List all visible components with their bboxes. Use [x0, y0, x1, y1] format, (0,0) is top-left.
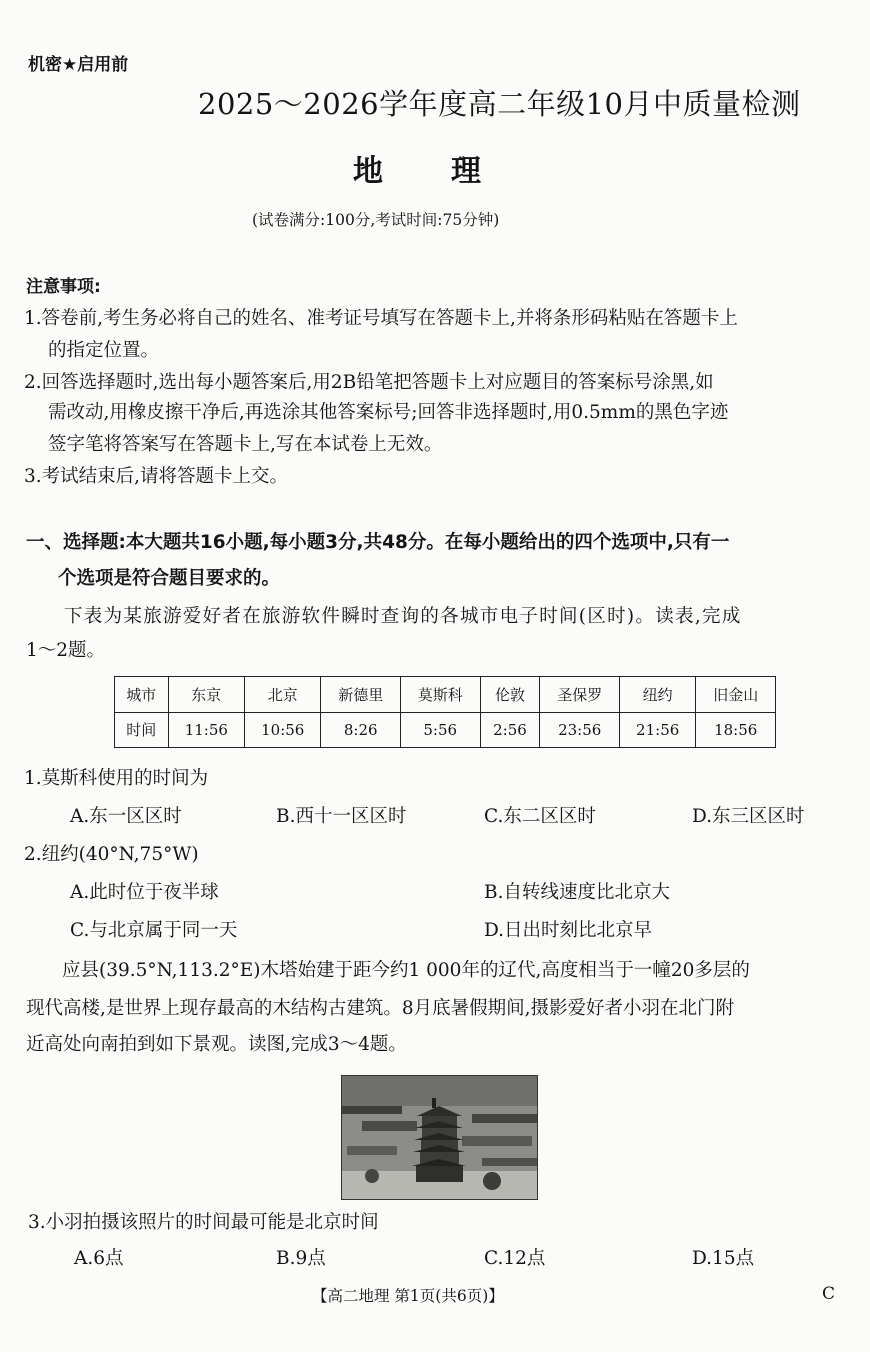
table-cell: 北京	[245, 677, 321, 713]
question-1-option-a: A.东一区区时	[70, 806, 182, 827]
notice-heading: 注意事项:	[26, 277, 101, 297]
question-2-option-a: A.此时位于夜半球	[70, 882, 219, 903]
table-cell: 伦敦	[480, 677, 540, 713]
table-cell: 18:56	[696, 712, 776, 748]
page-footer: 【高二地理 第1页(共6页)】	[312, 1287, 504, 1305]
question-1-option-b: B.西十一区区时	[276, 806, 407, 827]
notice-line: 签字笔将答案写在答题卡上,写在本试卷上无效。	[48, 434, 443, 455]
question-2-option-c: C.与北京属于同一天	[70, 920, 238, 941]
time-zone-table	[114, 676, 776, 748]
table-row	[115, 712, 776, 748]
question-1-option-c: C.东二区区时	[484, 806, 596, 827]
section-heading-cont: 个选项是符合题目要求的。	[58, 568, 281, 589]
question-3-option-b: B.9点	[276, 1248, 326, 1269]
table-cell: 新德里	[321, 677, 401, 713]
passage-line: 现代高楼,是世界上现存最高的木结构古建筑。8月底暑假期间,摄影爱好者小羽在北门附	[26, 998, 735, 1019]
table-cell: 21:56	[619, 712, 695, 748]
table-row	[115, 677, 776, 713]
question-2-stem: 2.纽约(40°N,75°W)	[24, 844, 199, 865]
table-intro: 下表为某旅游爱好者在旅游软件瞬时查询的各城市电子时间(区时)。读表,完成	[64, 606, 742, 627]
table-header-cell: 城市	[115, 677, 169, 713]
table-cell: 莫斯科	[400, 677, 480, 713]
notice-line: 2.回答选择题时,选出每小题答案后,用2B铅笔把答题卡上对应题目的答案标号涂黑,如	[24, 372, 714, 393]
table-header-cell: 时间	[115, 712, 169, 748]
notice-line: 的指定位置。	[48, 340, 160, 361]
question-3-option-a: A.6点	[74, 1248, 124, 1269]
table-cell: 纽约	[619, 677, 695, 713]
passage-line: 应县(39.5°N,113.2°E)木塔始建于距今约1 000年的辽代,高度相当于一幢20多层的	[62, 960, 750, 981]
question-1-option-d: D.东三区区时	[692, 806, 805, 827]
question-1-stem: 1.莫斯科使用的时间为	[24, 768, 209, 789]
passage-line: 近高处向南拍到如下景观。读图,完成3～4题。	[26, 1034, 407, 1055]
section-heading: 一、选择题:本大题共16小题,每小题3分,共48分。在每小题给出的四个选项中,只有一	[26, 532, 730, 553]
paper-version-code: C	[822, 1284, 836, 1304]
table-cell: 10:56	[245, 712, 321, 748]
table-cell: 2:56	[480, 712, 540, 748]
table-cell: 旧金山	[696, 677, 776, 713]
question-3-option-c: C.12点	[484, 1248, 546, 1269]
table-cell: 5:56	[400, 712, 480, 748]
table-cell: 圣保罗	[540, 677, 620, 713]
exam-meta: (试卷满分:100分,考试时间:75分钟)	[252, 211, 500, 229]
notice-line: 需改动,用橡皮擦干净后,再选涂其他答案标号;回答非选择题时,用0.5mm的黑色字迹	[48, 402, 729, 423]
question-3-stem: 3.小羽拍摄该照片的时间最可能是北京时间	[28, 1212, 379, 1233]
exam-title: 2025～2026学年度高二年级10月中质量检测	[198, 87, 801, 121]
table-intro-cont: 1～2题。	[26, 640, 106, 661]
wooden-pagoda-photo	[341, 1075, 538, 1200]
notice-line: 3.考试结束后,请将答题卡上交。	[24, 466, 289, 487]
table-cell: 23:56	[540, 712, 620, 748]
question-2-option-b: B.自转线速度比北京大	[484, 882, 670, 903]
pagoda-photo-illustration	[342, 1076, 537, 1199]
table-cell: 11:56	[168, 712, 244, 748]
question-3-option-d: D.15点	[692, 1248, 755, 1269]
table-cell: 东京	[168, 677, 244, 713]
subject-title: 地理	[353, 154, 549, 189]
confidential-label: 机密★启用前	[28, 55, 129, 75]
notice-line: 1.答卷前,考生务必将自己的姓名、准考证号填写在答题卡上,并将条形码粘贴在答题卡上	[24, 308, 738, 329]
question-2-option-d: D.日出时刻比北京早	[484, 920, 653, 941]
table-cell: 8:26	[321, 712, 401, 748]
